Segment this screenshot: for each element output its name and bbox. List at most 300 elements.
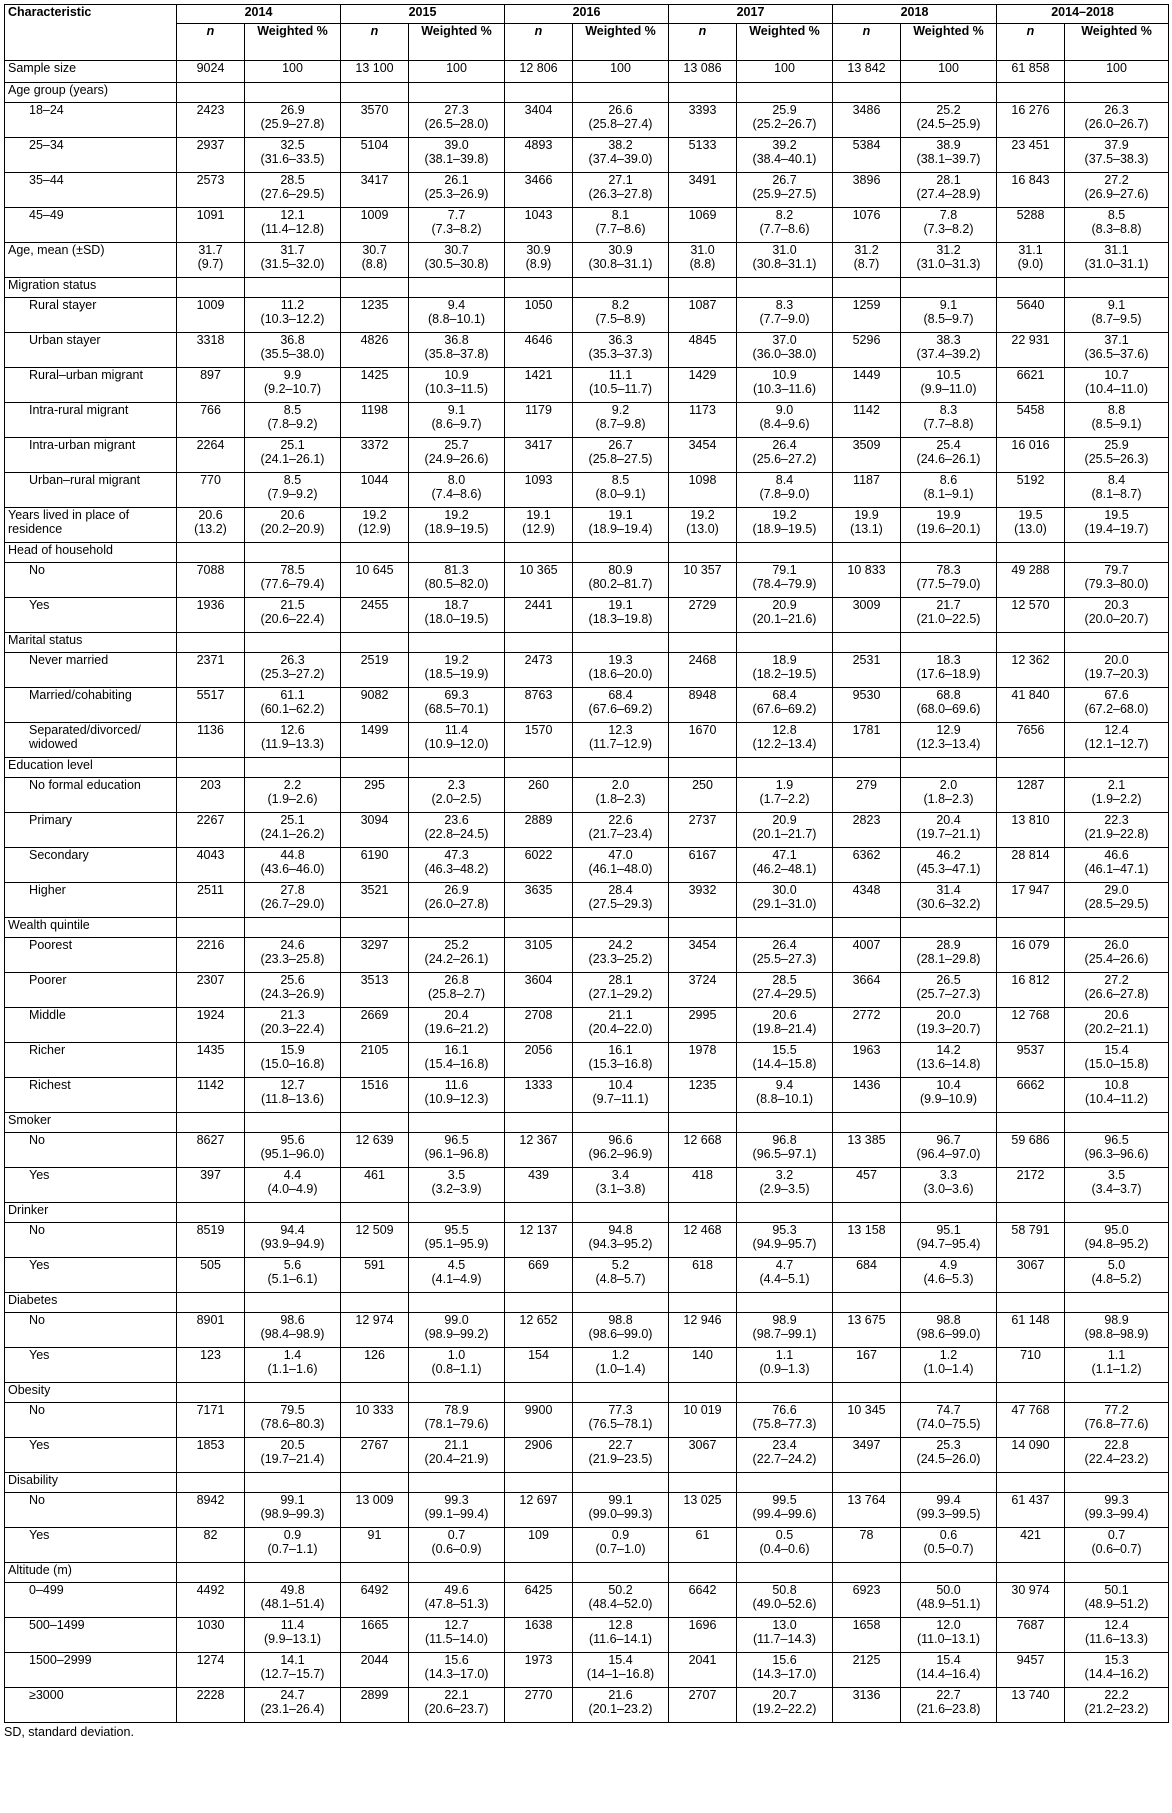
pct-value: 28.9 <box>936 938 961 952</box>
pct-value: 36.8 <box>444 333 469 347</box>
ci-value: (31.6–33.5) <box>260 152 325 166</box>
n-value: 1050 <box>524 298 553 312</box>
n-value: 2441 <box>524 598 553 612</box>
weighted-pct-cell <box>901 1653 997 1688</box>
pct-value: 79.5 <box>280 1403 305 1417</box>
weighted-pct-cell <box>737 298 833 333</box>
empty-cell <box>997 633 1065 653</box>
n-cell <box>833 973 901 1008</box>
weighted-pct-cell <box>409 298 505 333</box>
n-cell <box>833 173 901 208</box>
n-value: 2770 <box>524 1688 553 1702</box>
weighted-pct-cell <box>409 1258 505 1293</box>
weighted-pct-cell <box>409 473 505 508</box>
n-cell <box>177 403 245 438</box>
n-cell <box>997 473 1065 508</box>
weighted-pct-cell <box>409 1618 505 1653</box>
empty-cell <box>901 758 997 778</box>
pct-value: 25.2 <box>936 103 961 117</box>
ci-value: (48.1–51.4) <box>260 1597 325 1611</box>
n-cell <box>833 1133 901 1168</box>
pct-value: 20.0 <box>936 1008 961 1022</box>
empty-cell <box>573 1563 669 1583</box>
n-cell <box>669 883 737 918</box>
ci-value: (67.6–69.2) <box>588 702 653 716</box>
row-label: Married/cohabiting <box>5 688 177 723</box>
n-cell <box>669 1583 737 1618</box>
n-header: n <box>833 24 901 61</box>
n-cell <box>997 138 1065 173</box>
pct-value: 11.4 <box>444 723 469 737</box>
n-value: 4893 <box>524 138 553 152</box>
weighted-pct-cell <box>737 563 833 598</box>
weighted-pct-cell <box>901 1583 997 1618</box>
n-cell <box>669 1258 737 1293</box>
row-label: Poorer <box>5 973 177 1008</box>
ci-value: (26.9–27.6) <box>1084 187 1149 201</box>
n-cell <box>833 723 901 758</box>
pct-value: 26.1 <box>444 173 469 187</box>
n-value: 461 <box>364 1168 385 1182</box>
empty-cell <box>573 278 669 298</box>
empty-cell <box>177 1203 245 1223</box>
weighted-pct-cell <box>409 1348 505 1383</box>
weighted-pct-header: Weighted % <box>409 24 505 61</box>
weighted-pct-cell <box>737 1688 833 1723</box>
ci-value: (1.1–1.2) <box>1091 1362 1142 1376</box>
n-value: 13 810 <box>1011 813 1050 827</box>
weighted-pct-cell <box>409 333 505 368</box>
ci-value: (5.1–6.1) <box>267 1272 318 1286</box>
empty-cell <box>833 1563 901 1583</box>
ci-value: (9.2–10.7) <box>264 382 321 396</box>
pct-value: 21.6 <box>608 1688 633 1702</box>
section-row <box>5 278 1169 298</box>
n-cell <box>997 1043 1065 1078</box>
row-label: Sample size <box>5 61 177 83</box>
n-value: 1087 <box>688 298 717 312</box>
ci-value: (11.6–13.3) <box>1085 1632 1149 1646</box>
ci-value: (7.8–9.2) <box>267 417 318 431</box>
row-label: No <box>5 1403 177 1438</box>
weighted-pct-cell <box>1065 938 1169 973</box>
weighted-pct-cell <box>737 883 833 918</box>
n-value: 2044 <box>360 1653 389 1667</box>
n-cell <box>341 173 409 208</box>
weighted-pct-cell <box>901 778 997 813</box>
n-cell <box>997 1133 1065 1168</box>
n-value: 12 509 <box>355 1223 394 1237</box>
weighted-pct-cell <box>573 883 669 918</box>
ci-value: (46.1–48.0) <box>588 862 653 876</box>
ci-value: (94.7–95.4) <box>916 1237 981 1251</box>
weighted-pct-header: Weighted % <box>901 24 997 61</box>
weighted-pct-cell <box>901 368 997 403</box>
weighted-pct-cell <box>1065 1403 1169 1438</box>
weighted-pct-cell <box>901 1168 997 1203</box>
ci-value: (68.0–69.6) <box>916 702 981 716</box>
empty-cell <box>1065 1563 1169 1583</box>
n-cell <box>833 1618 901 1653</box>
weighted-pct-cell <box>901 1403 997 1438</box>
empty-cell <box>669 1383 737 1403</box>
empty-cell <box>1065 1473 1169 1493</box>
weighted-pct-cell <box>245 368 341 403</box>
n-value: 5133 <box>688 138 717 152</box>
ci-value: (25.8–27.4) <box>588 117 653 131</box>
weighted-pct-cell <box>245 173 341 208</box>
ci-value: (94.8–95.2) <box>1084 1237 1149 1251</box>
n-value: 2511 <box>197 883 224 897</box>
n-cell <box>177 1688 245 1723</box>
n-value: 126 <box>364 1348 385 1362</box>
section-row <box>5 758 1169 778</box>
ci-value: (98.8–98.9) <box>1084 1327 1149 1341</box>
n-value: 1425 <box>360 368 389 382</box>
n-cell <box>341 403 409 438</box>
n-value: 140 <box>692 1348 713 1362</box>
weighted-pct-cell <box>573 1528 669 1563</box>
pct-value: 21.1 <box>444 1438 469 1452</box>
row-label: Never married <box>5 653 177 688</box>
row-label: Yes <box>5 598 177 633</box>
ci-value: (14.4–16.4) <box>916 1667 981 1681</box>
n-cell <box>505 103 573 138</box>
n-value: 2823 <box>852 813 881 827</box>
row-label: Urban stayer <box>5 333 177 368</box>
n-cell <box>505 1133 573 1168</box>
n-value: 19.1 <box>526 508 551 522</box>
n-cell <box>997 298 1065 333</box>
empty-cell <box>737 1203 833 1223</box>
pct-value: 5.2 <box>611 1258 630 1272</box>
n-value: 1091 <box>196 208 225 222</box>
n-cell <box>997 173 1065 208</box>
ci-value: (7.7–9.0) <box>759 312 810 326</box>
pct-value: 74.7 <box>936 1403 961 1417</box>
n-cell <box>669 61 737 83</box>
n-value: 1963 <box>852 1043 881 1057</box>
pct-value: 61.1 <box>280 688 305 702</box>
n-cell <box>341 813 409 848</box>
pct-value: 12.3 <box>608 723 633 737</box>
ci-value: (14.4–15.8) <box>752 1057 817 1071</box>
n-cell <box>341 883 409 918</box>
ci-value: (60.1–62.2) <box>260 702 325 716</box>
pct-value: 20.4 <box>936 813 961 827</box>
n-value: 5296 <box>852 333 881 347</box>
row-label: Separated/divorced/ widowed <box>5 723 177 758</box>
n-cell <box>997 598 1065 633</box>
n-cell <box>177 103 245 138</box>
n-value: 260 <box>528 778 549 792</box>
pct-value: 12.4 <box>1104 723 1129 737</box>
n-cell <box>833 298 901 333</box>
row-label: Secondary <box>5 848 177 883</box>
weighted-pct-cell <box>573 1493 669 1528</box>
n-value: 3318 <box>196 333 225 347</box>
pct-value: 20.3 <box>1104 598 1129 612</box>
table-row <box>5 778 1169 813</box>
pct-value: 50.8 <box>772 1583 797 1597</box>
n-value: 4348 <box>852 883 881 897</box>
n-cell <box>997 103 1065 138</box>
pct-value: 0.7 <box>447 1528 466 1542</box>
ci-value: (4.6–5.3) <box>923 1272 974 1286</box>
n-cell <box>997 1583 1065 1618</box>
weighted-pct-cell <box>409 1008 505 1043</box>
weighted-pct-cell <box>573 173 669 208</box>
pct-value: 10.9 <box>444 368 469 382</box>
table-row <box>5 208 1169 243</box>
n-cell <box>505 1493 573 1528</box>
ci-value: (1.8–2.3) <box>595 792 646 806</box>
n-value: 12 668 <box>683 1133 722 1147</box>
n-cell <box>505 1043 573 1078</box>
n-value: 2708 <box>524 1008 553 1022</box>
empty-cell <box>737 1383 833 1403</box>
n-cell <box>177 1438 245 1473</box>
ci-value: (27.4–28.9) <box>916 187 981 201</box>
n-value: 31.7 <box>198 243 223 257</box>
ci-value: (46.2–48.1) <box>752 862 817 876</box>
weighted-pct-cell <box>245 1078 341 1113</box>
ci-value: (0.9–1.3) <box>759 1362 810 1376</box>
table-row <box>5 368 1169 403</box>
pct-value: 25.6 <box>280 973 305 987</box>
ci-value: (18.9–19.5) <box>752 522 817 536</box>
n-cell <box>505 208 573 243</box>
n-value: 3454 <box>688 438 717 452</box>
row-label: 45–49 <box>5 208 177 243</box>
ci-value: (38.1–39.8) <box>424 152 489 166</box>
pct-value: 15.4 <box>1104 1043 1129 1057</box>
empty-cell <box>669 1473 737 1493</box>
pct-value: 8.5 <box>611 473 630 487</box>
empty-cell <box>901 918 997 938</box>
empty-cell <box>669 1203 737 1223</box>
weighted-pct-cell <box>573 61 669 83</box>
n-value: 30 974 <box>1011 1583 1050 1597</box>
ci-value: (1.9–2.2) <box>1091 792 1142 806</box>
pct-value: 25.9 <box>772 103 797 117</box>
pct-value: 2.3 <box>447 778 466 792</box>
section-label: Head of household <box>5 543 177 563</box>
ci-value: (18.2–19.5) <box>752 667 817 681</box>
n-value: 16 276 <box>1011 103 1050 117</box>
pct-value: 20.6 <box>1104 1008 1129 1022</box>
empty-cell <box>737 278 833 298</box>
n-value: 2899 <box>360 1688 389 1702</box>
weighted-pct-cell <box>901 1493 997 1528</box>
weighted-pct-cell <box>573 333 669 368</box>
ci-value: (77.5–79.0) <box>916 577 981 591</box>
empty-cell <box>669 1563 737 1583</box>
pct-value: 38.3 <box>936 333 961 347</box>
n-value: 6621 <box>1016 368 1045 382</box>
pct-value: 100 <box>446 61 467 75</box>
empty-cell <box>245 278 341 298</box>
n-cell <box>341 61 409 83</box>
pct-value: 26.3 <box>280 653 305 667</box>
weighted-pct-cell <box>245 1653 341 1688</box>
weighted-pct-cell <box>1065 208 1169 243</box>
weighted-pct-cell <box>1065 653 1169 688</box>
weighted-pct-cell <box>737 973 833 1008</box>
empty-cell <box>573 1383 669 1403</box>
empty-cell <box>177 83 245 103</box>
weighted-pct-cell <box>409 1403 505 1438</box>
n-cell <box>833 1653 901 1688</box>
n-cell <box>997 1403 1065 1438</box>
ci-value: (20.1–21.7) <box>752 827 817 841</box>
n-cell <box>341 508 409 543</box>
weighted-pct-cell <box>245 138 341 173</box>
ci-value: (30.6–32.2) <box>916 897 981 911</box>
ci-value: (8.0–9.1) <box>595 487 646 501</box>
pct-value: 78.9 <box>444 1403 469 1417</box>
row-label: 0–499 <box>5 1583 177 1618</box>
n-value: 1287 <box>1016 778 1045 792</box>
n-cell <box>505 848 573 883</box>
ci-value: (28.5–29.5) <box>1084 897 1149 911</box>
n-value: 16 016 <box>1011 438 1050 452</box>
table-row <box>5 1438 1169 1473</box>
ci-value: (96.3–96.6) <box>1084 1147 1149 1161</box>
characteristics-table <box>4 4 1169 1723</box>
weighted-pct-cell <box>1065 813 1169 848</box>
ci-value: (21.9–23.5) <box>588 1452 653 1466</box>
weighted-pct-cell <box>409 688 505 723</box>
section-label: Migration status <box>5 278 177 298</box>
row-label: Richest <box>5 1078 177 1113</box>
row-label: Years lived in place of residence <box>5 508 177 543</box>
weighted-pct-cell <box>573 688 669 723</box>
n-value: 3570 <box>360 103 389 117</box>
n-value: 12 974 <box>355 1313 394 1327</box>
empty-cell <box>505 918 573 938</box>
pct-value: 8.5 <box>283 473 302 487</box>
pct-value: 47.3 <box>444 848 469 862</box>
row-label: Yes <box>5 1438 177 1473</box>
n-value: 2937 <box>196 138 225 152</box>
n-cell <box>505 813 573 848</box>
empty-cell <box>1065 918 1169 938</box>
ci-value: (3.1–3.8) <box>595 1182 646 1196</box>
ci-value: (19.3–20.7) <box>916 1022 981 1036</box>
ci-value: (14–1–16.8) <box>586 1667 655 1681</box>
n-cell <box>505 1653 573 1688</box>
n-cell <box>833 938 901 973</box>
weighted-pct-cell <box>573 563 669 598</box>
n-value: 12 570 <box>1011 598 1050 612</box>
empty-cell <box>177 543 245 563</box>
pct-value: 99.4 <box>936 1493 961 1507</box>
section-label: Smoker <box>5 1113 177 1133</box>
pct-value: 31.0 <box>772 243 797 257</box>
n-cell <box>669 1078 737 1113</box>
ci-value: (7.8–9.0) <box>759 487 810 501</box>
empty-cell <box>341 83 409 103</box>
weighted-pct-cell <box>573 778 669 813</box>
n-value: 1853 <box>196 1438 225 1452</box>
n-cell <box>833 848 901 883</box>
pct-value: 25.4 <box>936 438 961 452</box>
n-cell <box>833 1008 901 1043</box>
ci-value: (27.5–29.3) <box>588 897 653 911</box>
weighted-pct-cell <box>737 1618 833 1653</box>
ci-value: (15.3–16.8) <box>588 1057 653 1071</box>
n-value: 12 639 <box>355 1133 394 1147</box>
n-cell <box>997 1258 1065 1293</box>
weighted-pct-cell <box>245 598 341 633</box>
n-cell <box>341 1618 409 1653</box>
empty-cell <box>341 918 409 938</box>
row-label: 500–1499 <box>5 1618 177 1653</box>
pct-value: 38.9 <box>936 138 961 152</box>
ci-value: (8.7–9.8) <box>595 417 646 431</box>
pct-value: 25.2 <box>444 938 469 952</box>
empty-cell <box>245 1293 341 1313</box>
section-row <box>5 1383 1169 1403</box>
weighted-pct-cell <box>573 1583 669 1618</box>
n-cell <box>177 1043 245 1078</box>
row-label: Middle <box>5 1008 177 1043</box>
n-cell <box>341 1313 409 1348</box>
ci-value: (8.3–8.8) <box>1091 222 1142 236</box>
n-value: 2707 <box>688 1688 717 1702</box>
n-value: 22 931 <box>1011 333 1050 347</box>
row-label: 35–44 <box>5 173 177 208</box>
table-row <box>5 883 1169 918</box>
pct-value: 19.9 <box>936 508 961 522</box>
ci-value: (99.3–99.4) <box>1084 1507 1149 1521</box>
n-cell <box>505 61 573 83</box>
n-cell <box>177 473 245 508</box>
n-cell <box>341 298 409 333</box>
ci-value: (37.4–39.2) <box>916 347 981 361</box>
row-label: No <box>5 1133 177 1168</box>
ci-value: (11.6–14.1) <box>588 1632 652 1646</box>
ci-value: (27.1–29.2) <box>588 987 653 1001</box>
weighted-pct-cell <box>245 403 341 438</box>
weighted-pct-cell <box>737 173 833 208</box>
weighted-pct-cell <box>901 883 997 918</box>
weighted-pct-cell <box>573 243 669 278</box>
row-label: Yes <box>5 1258 177 1293</box>
n-cell <box>505 883 573 918</box>
weighted-pct-cell <box>245 848 341 883</box>
n-value: 23 451 <box>1011 138 1050 152</box>
n-value: 30.7 <box>362 243 387 257</box>
ci-value: (80.5–82.0) <box>424 577 489 591</box>
pct-value: 95.6 <box>280 1133 305 1147</box>
n-value: 28 814 <box>1011 848 1050 862</box>
pct-value: 8.5 <box>1107 208 1126 222</box>
empty-cell <box>833 1473 901 1493</box>
weighted-pct-cell <box>737 508 833 543</box>
n-value: 3466 <box>524 173 553 187</box>
ci-value: (3.0–3.6) <box>923 1182 974 1196</box>
empty-cell <box>997 1383 1065 1403</box>
empty-cell <box>573 1293 669 1313</box>
weighted-pct-cell <box>245 333 341 368</box>
table-row <box>5 848 1169 883</box>
pct-value: 8.4 <box>1107 473 1126 487</box>
n-cell <box>177 208 245 243</box>
row-label: No formal education <box>5 778 177 813</box>
weighted-pct-cell <box>1065 368 1169 403</box>
